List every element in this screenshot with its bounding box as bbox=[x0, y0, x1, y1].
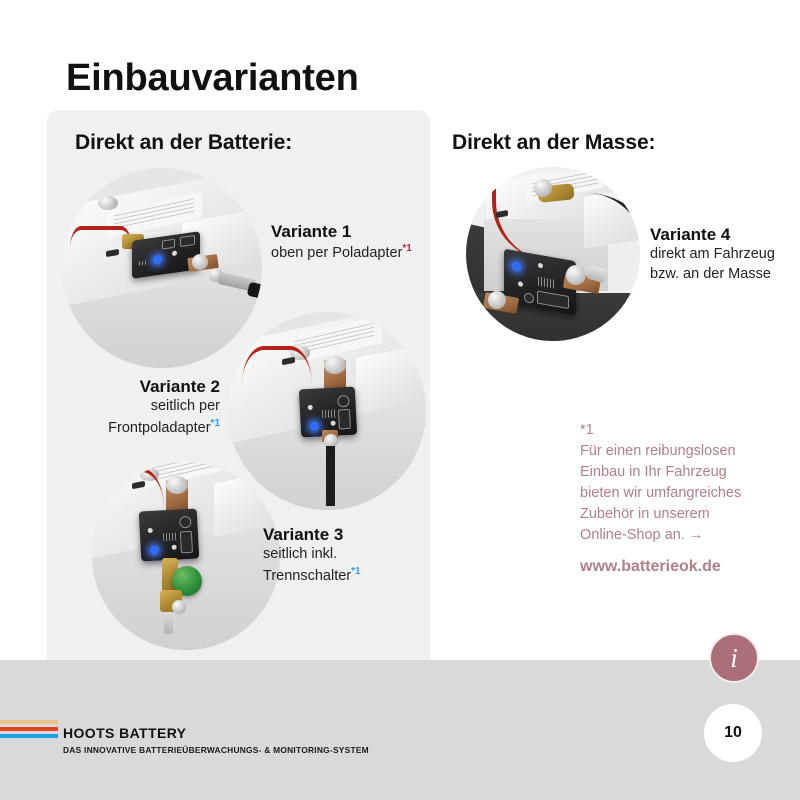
variant-2-footnote-ref: *1 bbox=[210, 417, 220, 429]
variant-2-title: Variante 2 bbox=[139, 377, 220, 396]
hoots-logo-bars-icon bbox=[0, 720, 58, 738]
logo-bar-red bbox=[0, 727, 58, 731]
logo-bar-tan bbox=[0, 720, 58, 724]
footnote-line-5: Online-Shop an. → bbox=[580, 527, 704, 544]
variant-3-sub-line1: seitlich inkl. bbox=[263, 546, 338, 563]
variant-1-title: Variante 1 bbox=[271, 222, 352, 241]
variant-4-sub-line1: direkt am Fahrzeug bbox=[650, 246, 775, 263]
brand-name: HOOTS BATTERY bbox=[63, 725, 187, 741]
page-title: Einbauvarianten bbox=[66, 57, 359, 99]
variant-1-sub-line1: oben per Poladapter bbox=[271, 245, 403, 262]
variant-1-subtitle bbox=[271, 242, 412, 263]
footnote-line-1: Für einen reibungslosen bbox=[580, 443, 736, 460]
variant-3-photo-content bbox=[92, 462, 280, 650]
variant-2-caption bbox=[60, 376, 220, 438]
variant-2-subtitle bbox=[60, 417, 220, 438]
variant-3-footnote-ref: *1 bbox=[351, 565, 361, 577]
footnote-line-4: Zubehör in unserem bbox=[580, 506, 710, 523]
variant-3-sub-line2: Trennschalter bbox=[263, 567, 352, 584]
footnote-line-3: bieten wir umfangreiches bbox=[580, 485, 742, 502]
variant-3-caption bbox=[263, 524, 361, 586]
variant-2-sub-line2: Frontpoladapter bbox=[108, 419, 211, 436]
page-number-badge: 10 bbox=[704, 704, 762, 762]
section-heading-battery: Direkt an der Batterie: bbox=[75, 131, 293, 154]
variant-4-photo bbox=[466, 167, 640, 341]
variant-4-sub-line2: bzw. an der Masse bbox=[650, 265, 771, 282]
brand-block bbox=[63, 725, 369, 755]
footnote-marker: *1 bbox=[580, 422, 594, 438]
variant-3-title: Variante 3 bbox=[263, 525, 344, 544]
section-heading-ground: Direkt an der Masse: bbox=[452, 131, 656, 154]
variant-1-footnote-ref: *1 bbox=[402, 243, 412, 255]
variant-4-photo-content bbox=[466, 167, 640, 341]
variant-1-caption bbox=[271, 221, 412, 264]
variant-3-photo bbox=[92, 462, 280, 650]
footnote-block bbox=[580, 420, 760, 578]
variant-2-sub-line1: seitlich per bbox=[150, 398, 220, 415]
info-icon[interactable]: i bbox=[709, 633, 759, 683]
brand-tagline: DAS INNOVATIVE BATTERIEÜBERWACHUNGS- & MONITORING-SYSTEM bbox=[63, 744, 369, 755]
variant-4-caption bbox=[650, 224, 775, 284]
variant-4-title: Variante 4 bbox=[650, 225, 731, 244]
variant-3-subtitle bbox=[263, 565, 361, 586]
footnote-line-2: Einbau in Ihr Fahrzeug bbox=[580, 464, 727, 481]
logo-bar-blue bbox=[0, 734, 58, 738]
shop-link[interactable]: www.batterieok.de bbox=[580, 558, 721, 576]
